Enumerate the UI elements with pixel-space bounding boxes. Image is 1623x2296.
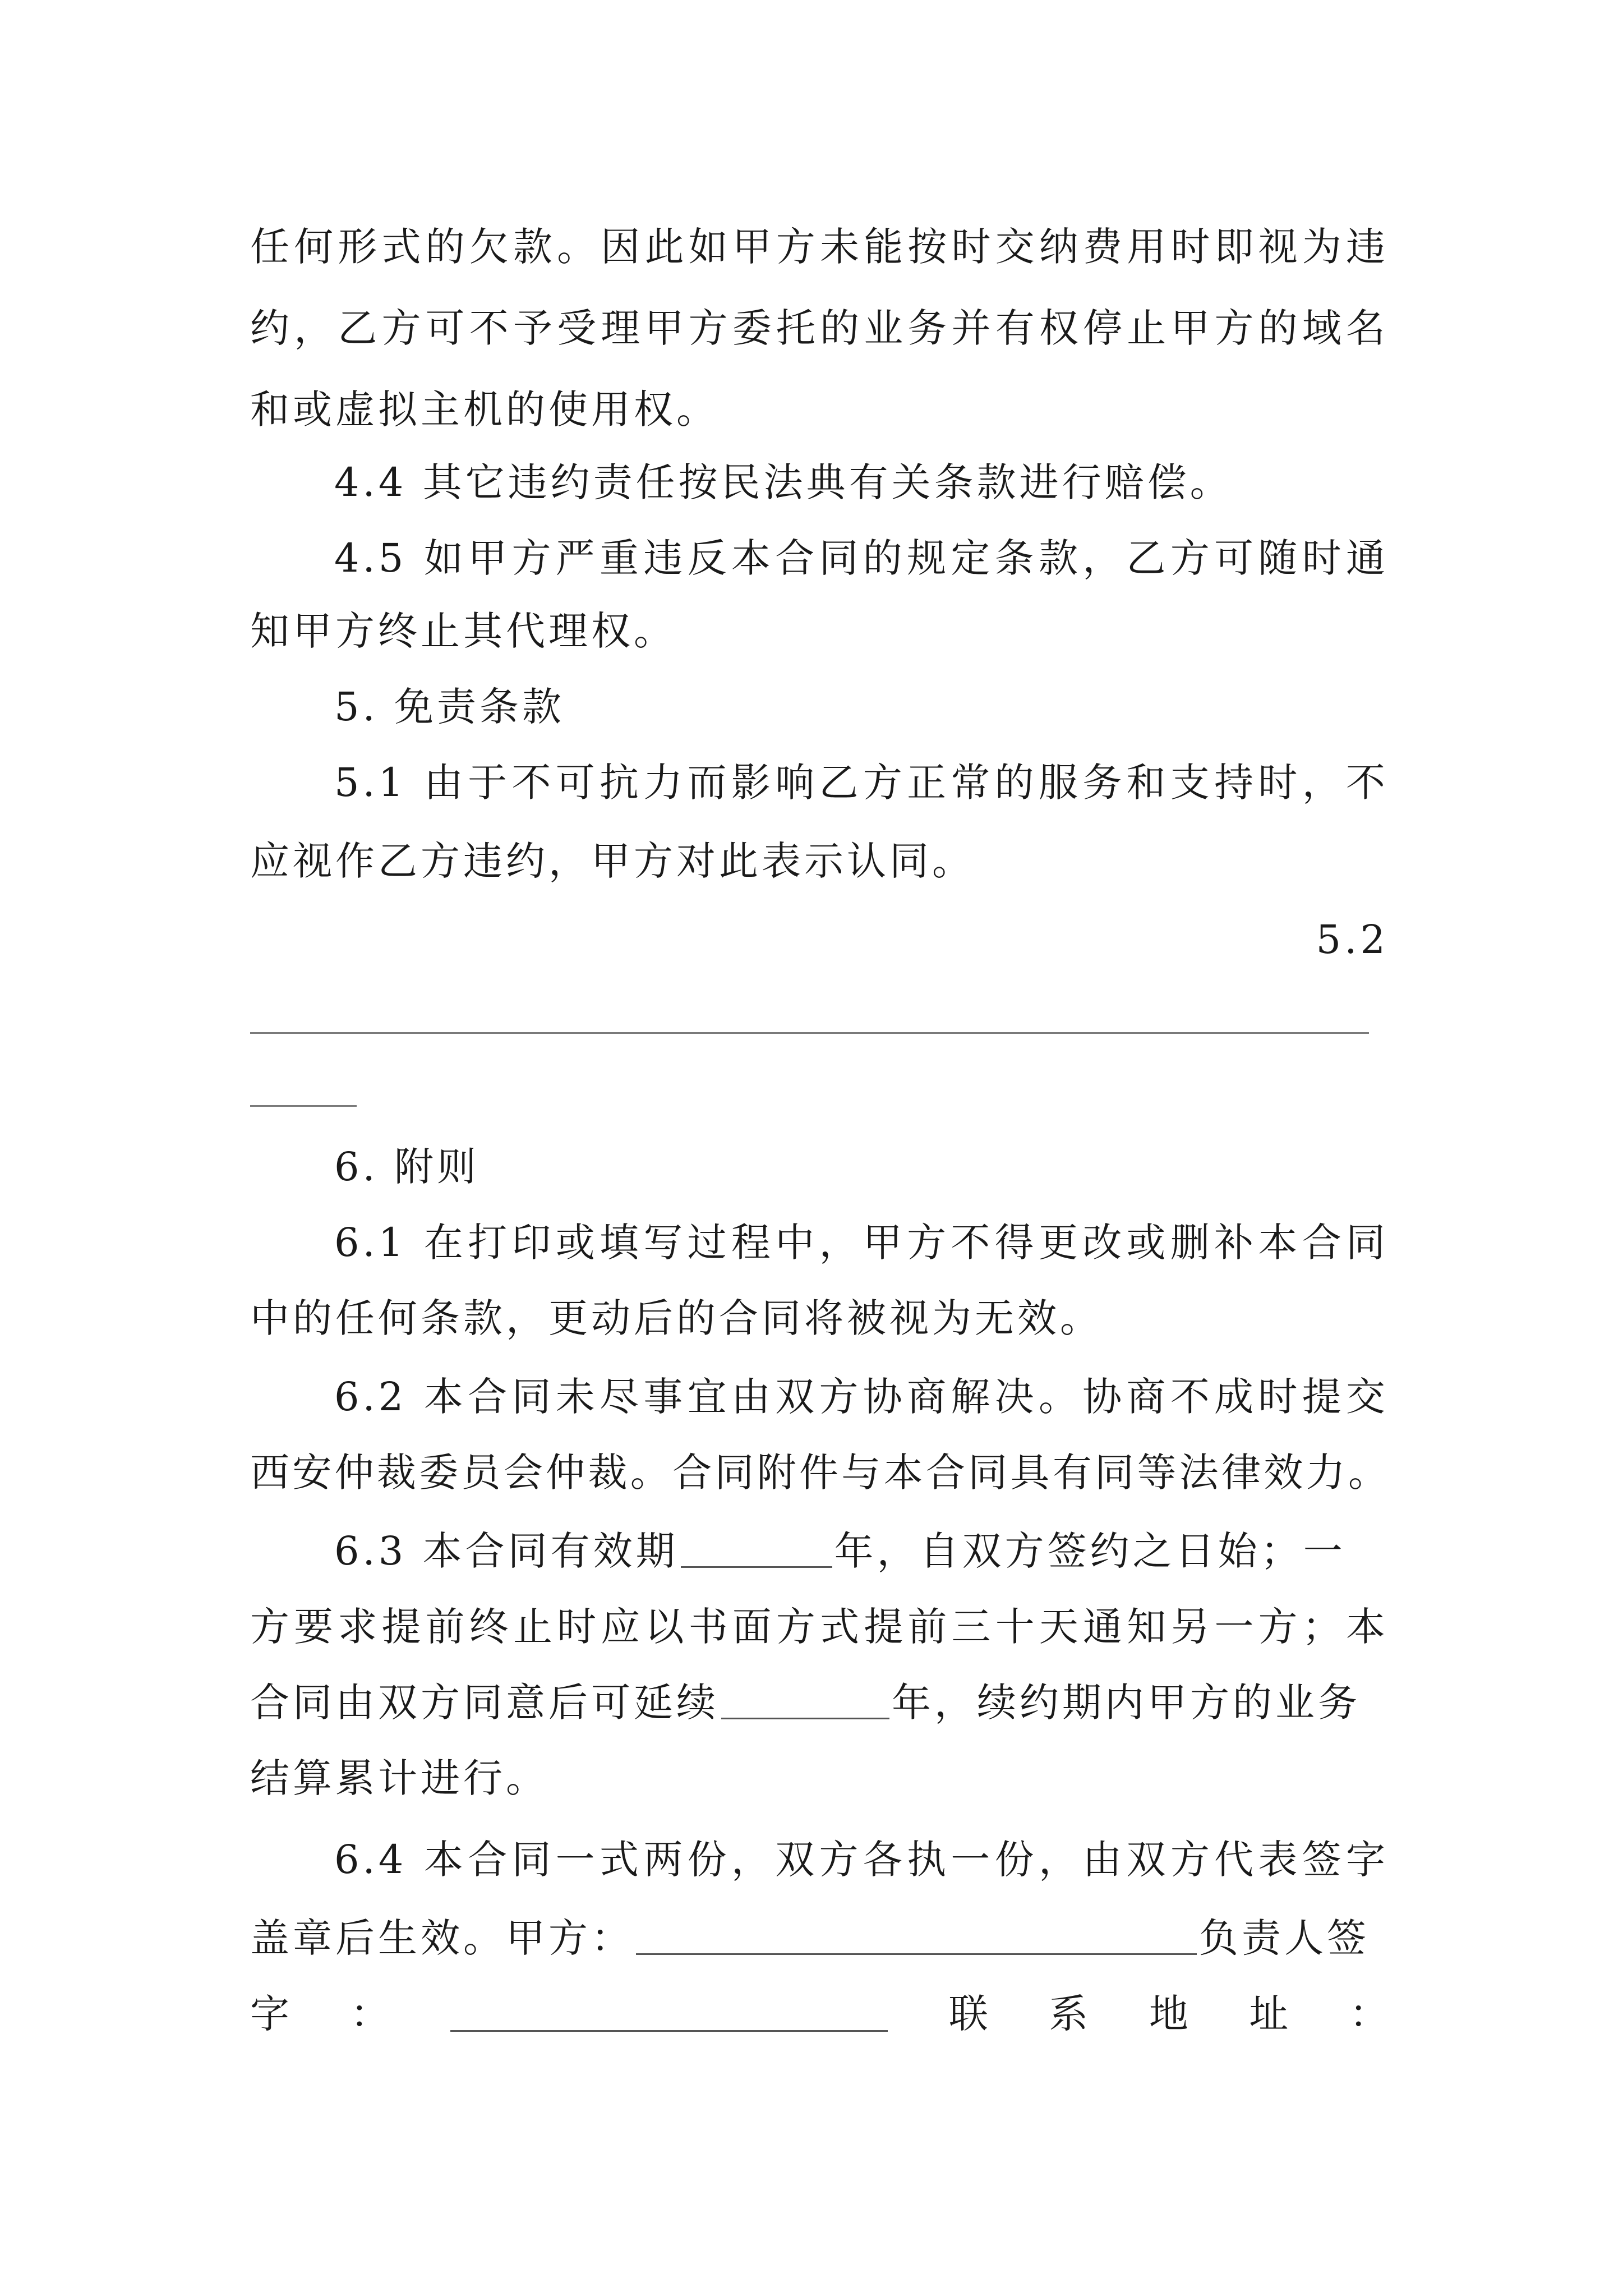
clause-6-2-cont: 西安仲裁委员会仲裁。合同附件与本合同具有同等法律效力。 [250,1450,1389,1496]
clause-4-4: 4.4 其它违约责任按民法典有关条款进行赔偿。 [334,459,1233,505]
signature-blank [450,1996,888,2032]
clause-6-3-text-c: 合同由双方同意后可延续 [250,1680,719,1726]
signature-address-line [250,1983,1389,2045]
section-6-heading: 6. 附则 [334,1144,480,1190]
term-years-blank [681,1527,832,1568]
text-line-2: 约，乙方可不予受理甲方委托的业务并有权停止甲方的域名 [250,305,1389,351]
clause-6-3-text-b: 年，自双方签约之日始；一 [834,1528,1346,1574]
clause-6-3-cont-1: 方要求提前终止时应以书面方式提前三十天通知另一方；本 [250,1604,1389,1650]
signatory-label: 负责人签 [1199,1915,1370,1961]
text-line-3: 和或虚拟主机的使用权。 [250,386,719,432]
clause-6-3-text-a: 6.3 本合同有效期 [334,1528,679,1574]
clause-5-1-cont: 应视作乙方违约，甲方对此表示认同。 [250,838,975,884]
addr-char-di: 地 [1149,1991,1188,2037]
addr-char-lian: 联 [948,1991,988,2037]
sign-colon: ： [350,1991,390,2037]
clause-6-1-cont: 中的任何条款，更动后的合同将被视为无效。 [250,1295,1103,1341]
clause-6-4: 6.4 本合同一式两份，双方各执一份，由双方代表签字 [334,1837,1389,1883]
blank-rule-short [250,1105,357,1107]
clause-6-3-cont-2 [250,1672,1361,1733]
clause-6-3-text-d: 年，续约期内甲方的业务 [892,1680,1361,1726]
clause-4-5: 4.5 如甲方严重违反本合同的规定条款，乙方可随时通 [334,535,1389,581]
clause-6-3-cont-3: 结算累计进行。 [250,1755,548,1801]
addr-char-zhi: 址 [1249,1991,1289,2037]
text-line-1: 任何形式的欠款。因此如甲方未能按时交纳费用时即视为违 [250,224,1389,270]
clause-6-2: 6.2 本合同未尽事宜由双方协商解决。协商不成时提交 [334,1374,1389,1420]
party-a-line [250,1907,1370,1969]
addr-colon: ： [1349,1991,1389,2037]
clause-6-3 [250,1520,1346,1582]
clause-4-5-cont: 知甲方终止其代理权。 [250,608,676,654]
clause-5-1: 5.1 由于不可抗力而影响乙方正常的服务和支持时，不 [334,760,1389,806]
renewal-years-blank [721,1678,889,1719]
party-a-label: 盖章后生效。甲方： [250,1915,634,1961]
section-5-heading: 5. 免责条款 [334,684,565,730]
clause-6-1: 6.1 在打印或填写过程中，甲方不得更改或删补本合同 [334,1220,1389,1266]
clause-5-2-number: 5.2 [1316,917,1389,963]
blank-rule-long [250,1032,1369,1034]
addr-char-xi: 系 [1049,1991,1089,2037]
sign-char-zi: 字 [250,1991,289,2037]
party-a-blank [636,1914,1197,1955]
